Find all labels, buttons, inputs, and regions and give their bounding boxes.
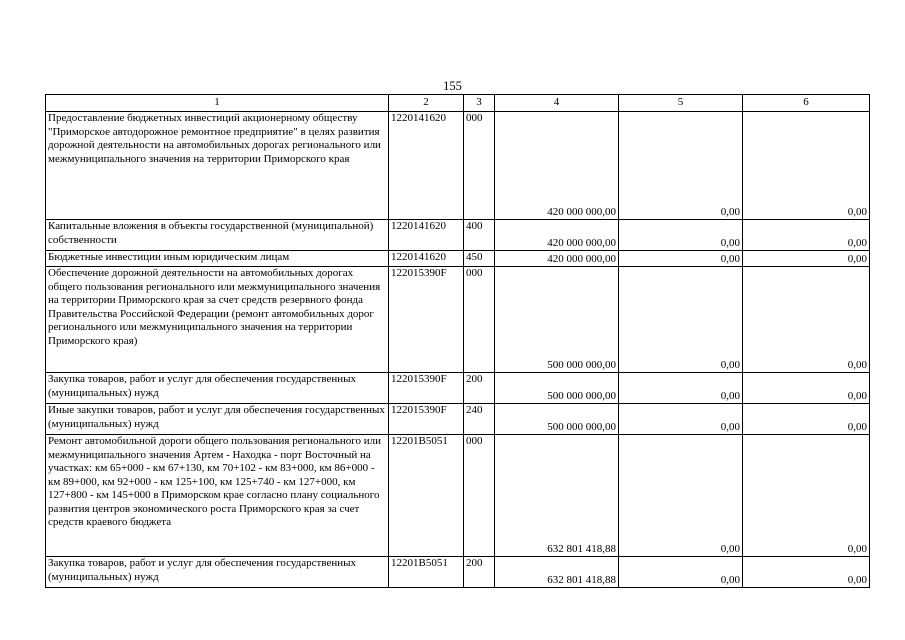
row-type: 450 <box>464 251 495 267</box>
row-value-4: 632 801 418,88 <box>495 435 619 557</box>
row-type: 240 <box>464 404 495 435</box>
header-col-5: 5 <box>619 95 743 112</box>
row-value-5: 0,00 <box>619 112 743 220</box>
row-type: 000 <box>464 112 495 220</box>
table-row <box>46 251 870 267</box>
row-value-4: 420 000 000,00 <box>495 112 619 220</box>
row-name: Закупка товаров, работ и услуг для обеспечения государственных (муниципальных) нужд <box>46 373 389 404</box>
header-col-1: 1 <box>46 95 389 112</box>
row-code: 122015390F <box>389 373 464 404</box>
row-name: Капитальные вложения в объекты государственной (муниципальной) собственности <box>46 220 389 251</box>
row-value-6: 0,00 <box>743 557 870 588</box>
row-name: Ремонт автомобильной дороги общего пользования регионального или межмуниципального значения Артем - Находка - порт Восточный на участках: км 65+000 - км 67+130, км 70+102 - км 83+000, км 86+000 - км 89+000, км 92+000 - км 125+100, км 125+740 - км 127+000, км 127+800 - км 145+000 в Приморском крае согласно плану социального развития центров экономического роста Приморского края за счет средств краевого бюджета <box>46 435 389 557</box>
row-code: 12201B5051 <box>389 557 464 588</box>
row-type: 400 <box>464 220 495 251</box>
row-value-4: 500 000 000,00 <box>495 373 619 404</box>
row-value-6: 0,00 <box>743 435 870 557</box>
row-type: 200 <box>464 373 495 404</box>
row-code: 1220141620 <box>389 251 464 267</box>
row-value-6: 0,00 <box>743 220 870 251</box>
row-value-5: 0,00 <box>619 404 743 435</box>
row-value-4: 500 000 000,00 <box>495 267 619 373</box>
table-row <box>46 373 870 404</box>
row-type: 000 <box>464 435 495 557</box>
row-value-5: 0,00 <box>619 220 743 251</box>
row-name: Предоставление бюджетных инвестиций акционерному обществу "Приморское автодорожное ремонтное предприятие" в целях развития дорожной деятельности на автомобильных дорогах регионального или межмуниципального значения на территории Приморского края <box>46 112 389 220</box>
row-value-5: 0,00 <box>619 251 743 267</box>
row-name: Закупка товаров, работ и услуг для обеспечения государственных (муниципальных) нужд <box>46 557 389 588</box>
row-code: 122015390F <box>389 267 464 373</box>
row-value-6: 0,00 <box>743 404 870 435</box>
header-col-3: 3 <box>464 95 495 112</box>
table-row <box>46 112 870 220</box>
row-name: Обеспечение дорожной деятельности на автомобильных дорогах общего пользования регионального или межмуниципального значения на территории Приморского края за счет средств резервного фонда Правительства Российской Федерации (ремонт автомобильных дорог регионального или межмуниципального значения на территории Приморского края) <box>46 267 389 373</box>
row-code: 1220141620 <box>389 112 464 220</box>
header-row <box>46 95 870 112</box>
page-number: 155 <box>443 79 462 93</box>
header-col-2: 2 <box>389 95 464 112</box>
row-code: 1220141620 <box>389 220 464 251</box>
row-type: 000 <box>464 267 495 373</box>
header-col-4: 4 <box>495 95 619 112</box>
row-value-4: 420 000 000,00 <box>495 220 619 251</box>
row-value-4: 420 000 000,00 <box>495 251 619 267</box>
header-col-6: 6 <box>743 95 870 112</box>
row-value-5: 0,00 <box>619 435 743 557</box>
row-value-6: 0,00 <box>743 373 870 404</box>
row-name: Иные закупки товаров, работ и услуг для обеспечения государственных (муниципальных) нужд <box>46 404 389 435</box>
row-value-4: 632 801 418,88 <box>495 557 619 588</box>
row-value-5: 0,00 <box>619 557 743 588</box>
row-value-5: 0,00 <box>619 373 743 404</box>
table-row <box>46 435 870 557</box>
table-row <box>46 557 870 588</box>
table-row <box>46 404 870 435</box>
table-row <box>46 220 870 251</box>
row-name: Бюджетные инвестиции иным юридическим лицам <box>46 251 389 267</box>
budget-table <box>45 94 870 588</box>
table-row <box>46 267 870 373</box>
row-value-6: 0,00 <box>743 112 870 220</box>
row-value-6: 0,00 <box>743 251 870 267</box>
row-value-5: 0,00 <box>619 267 743 373</box>
row-value-4: 500 000 000,00 <box>495 404 619 435</box>
row-type: 200 <box>464 557 495 588</box>
row-value-6: 0,00 <box>743 267 870 373</box>
row-code: 12201B5051 <box>389 435 464 557</box>
row-code: 122015390F <box>389 404 464 435</box>
